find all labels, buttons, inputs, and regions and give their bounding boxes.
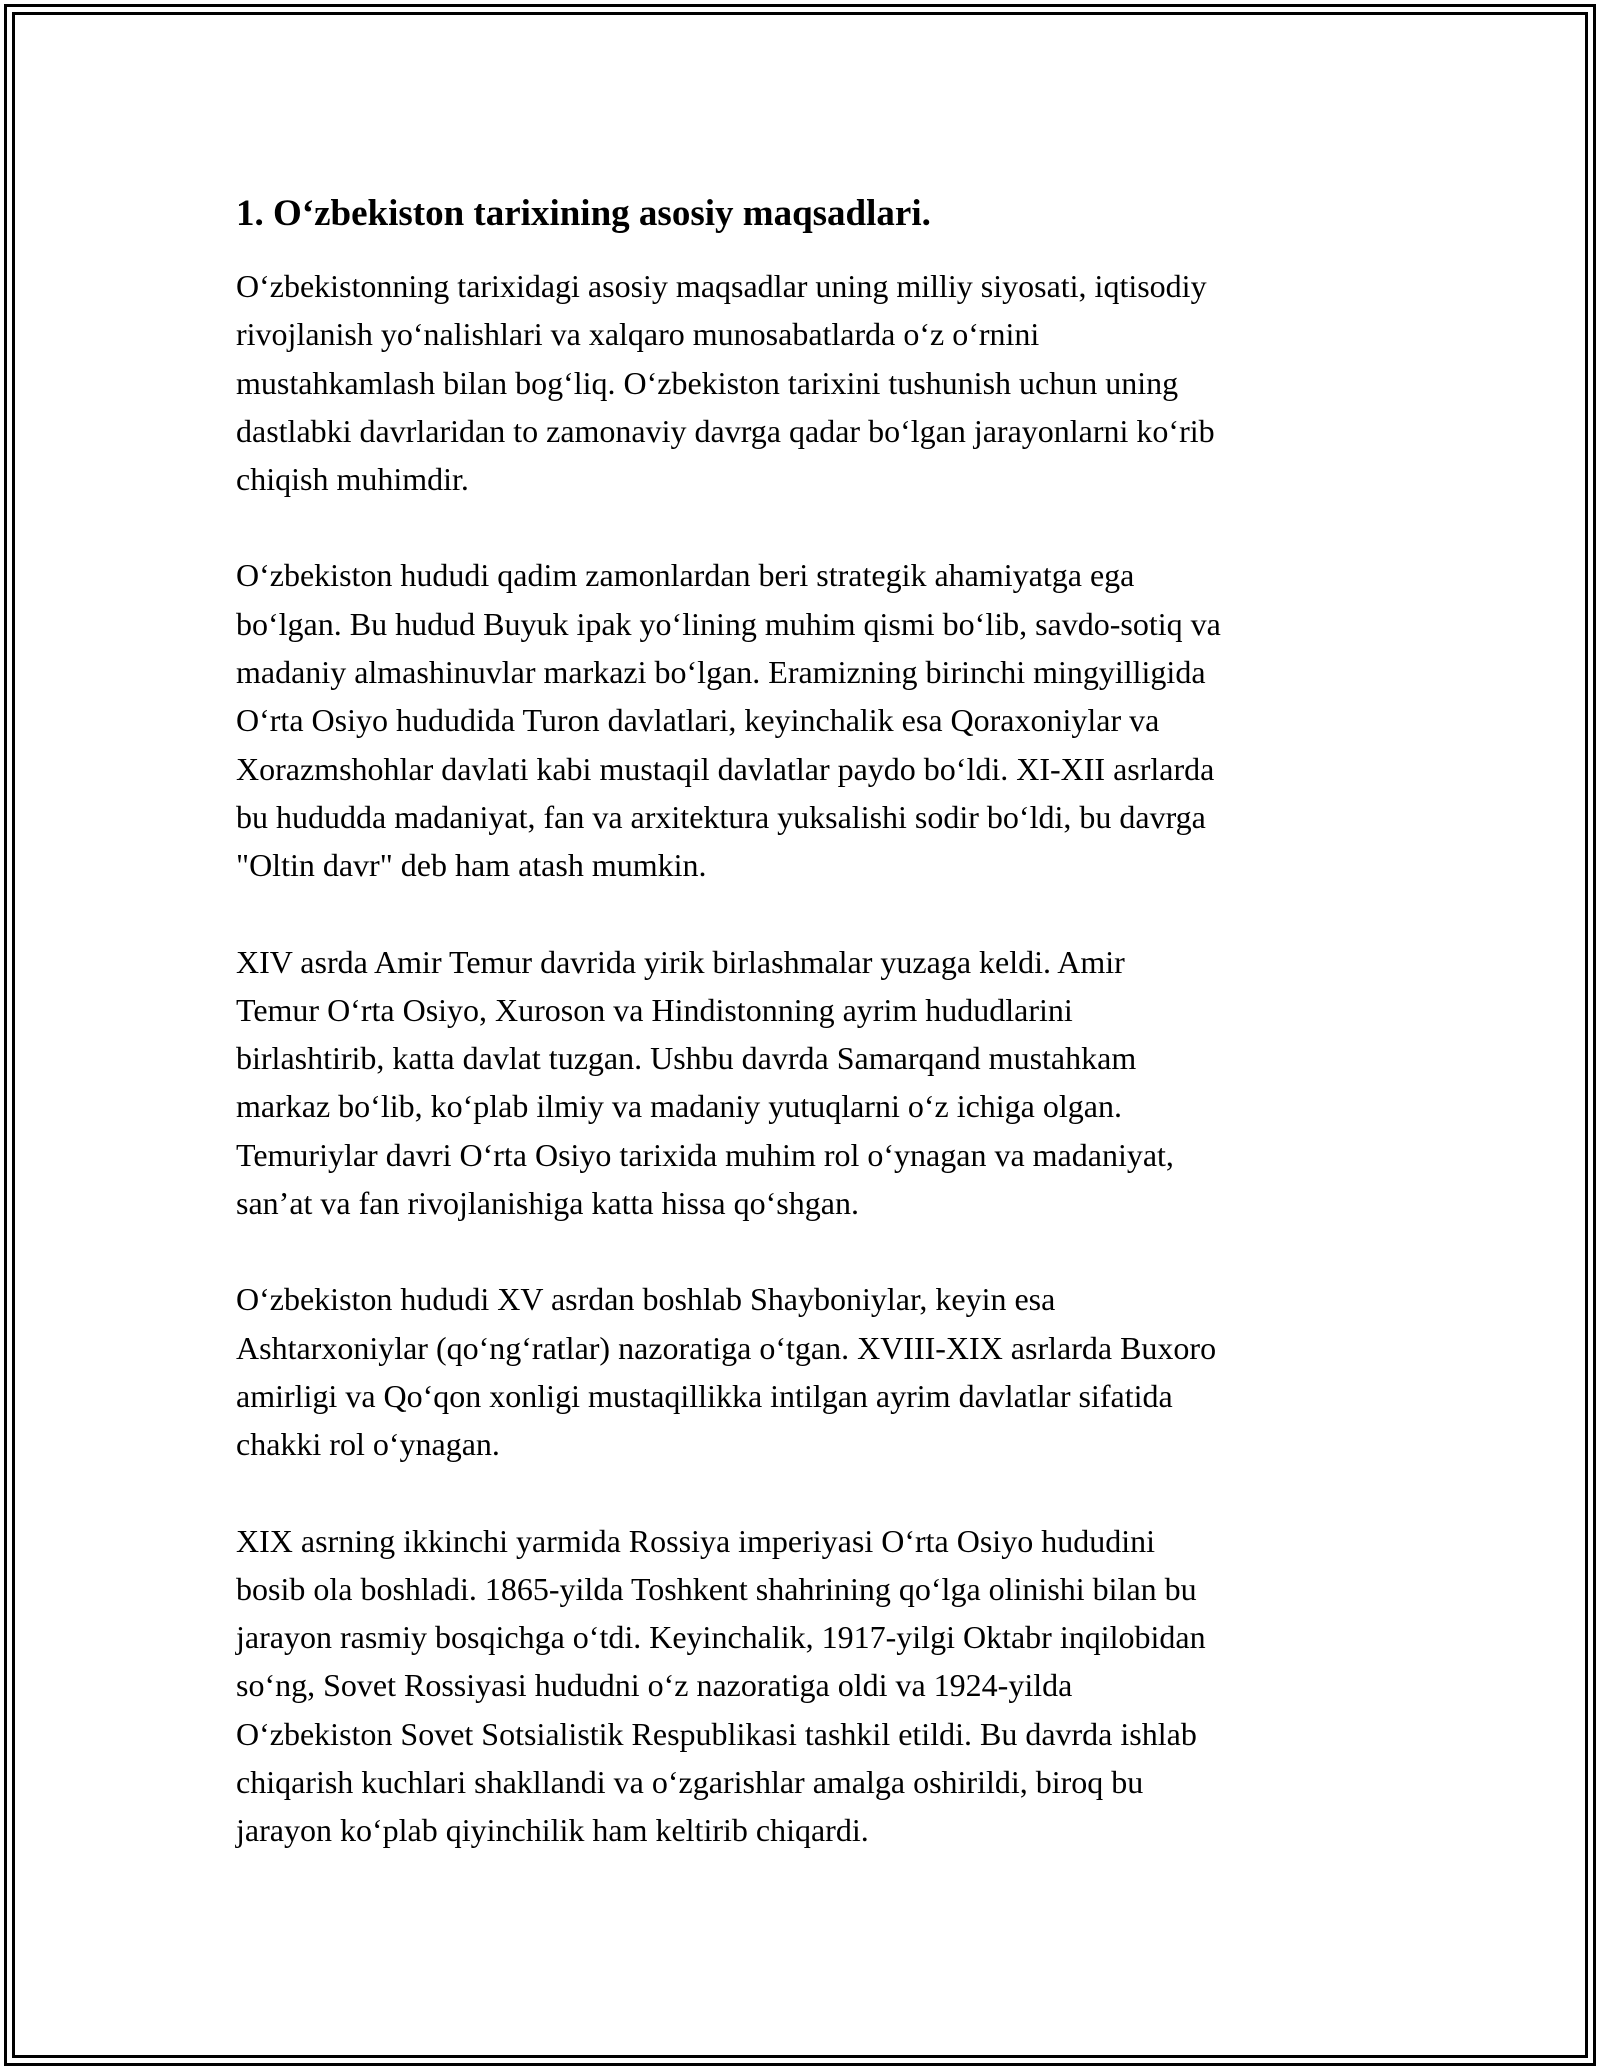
document-body: [236, 188, 1366, 1903]
paragraph-russian-empire: XIX asrning ikkinchi yarmida Rossiya imperiyasi O‘rta Osiyo hududini bosib ola boshladi. 1865-yilda Toshkent shahrining qo‘lga olinishi bilan bu jarayon rasmiy bosqichga o‘tdi. Keyinchalik, 1917-yilgi Oktabr inqilobidan so‘ng, Sovet Rossiyasi hududni o‘z nazoratiga oldi va 1924-yilda O‘zbekiston Sovet Sotsialistik Respublikasi tashkil etildi. Bu davrda ishlab chiqarish kuchlari shakllandi va o‘zgarishlar amalga oshirildi, biroq bu jarayon ko‘plab qiyinchilik ham keltirib chiqardi.: [236, 1522, 1206, 1849]
paragraph-shaybanids: O‘zbekiston hududi XV asrdan boshlab Shayboniylar, keyin esa Ashtarxoniylar (qo‘ng‘ratlar) nazoratiga o‘tgan. XVIII-XIX asrlarda Buxoro amirligi va Qo‘qon xonligi mustaqillikka intilgan ayrim davlatlar sifatida chakki rol o‘ynagan.: [236, 1281, 1217, 1463]
paragraph-intro: O‘zbekistonning tarixidagi asosiy maqsadlar uning milliy siyosati, iqtisodiy rivojlanish yo‘nalishlari va xalqaro munosabatlarda o‘z o‘rnini mustahkamlash bilan bog‘liq. O‘zbekiston tarixini tushunish uchun uning dastlabki davrlaridan to zamonaviy davrga qadar bo‘lgan jarayonlarni ko‘rib chiqish muhimdir.: [236, 268, 1215, 498]
paragraph-ancient-history: O‘zbekiston hududi qadim zamonlardan beri strategik ahamiyatga ega bo‘lgan. Bu hudud Buyuk ipak yo‘lining muhim qismi bo‘lib, savdo-sotiq va madaniy almashinuvlar markazi bo‘lgan. Eramizning birinchi mingyilligida O‘rta Osiyo hududida Turon davlatlari, keyinchalik esa Qoraxoniylar va Xorazmshohlar davlati kabi mustaqil davlatlar paydo bo‘ldi. XI-XII asrlarda bu hududda madaniyat, fan va arxitektura yuksalishi sodir bo‘ldi, bu davrga "Oltin davr" deb ham atash mumkin.: [236, 557, 1221, 884]
section-heading: 1. O‘zbekiston tarixining asosiy maqsadlari.: [236, 193, 931, 234]
paragraph-amir-temur: XIV asrda Amir Temur davrida yirik birlashmalar yuzaga keldi. Amir Temur O‘rta Osiyo, Xuroson va Hindistonning ayrim hududlarini birlashtirib, katta davlat tuzgan. Ushbu davrda Samarqand mustahkam markaz bo‘lib, ko‘plab ilmiy va madaniy yutuqlarni o‘z ichiga olgan. Temuriylar davri O‘rta Osiyo tarixida muhim rol o‘ynagan va madaniyat, san’at va fan rivojlanishiga katta hissa qo‘shgan.: [236, 943, 1174, 1222]
